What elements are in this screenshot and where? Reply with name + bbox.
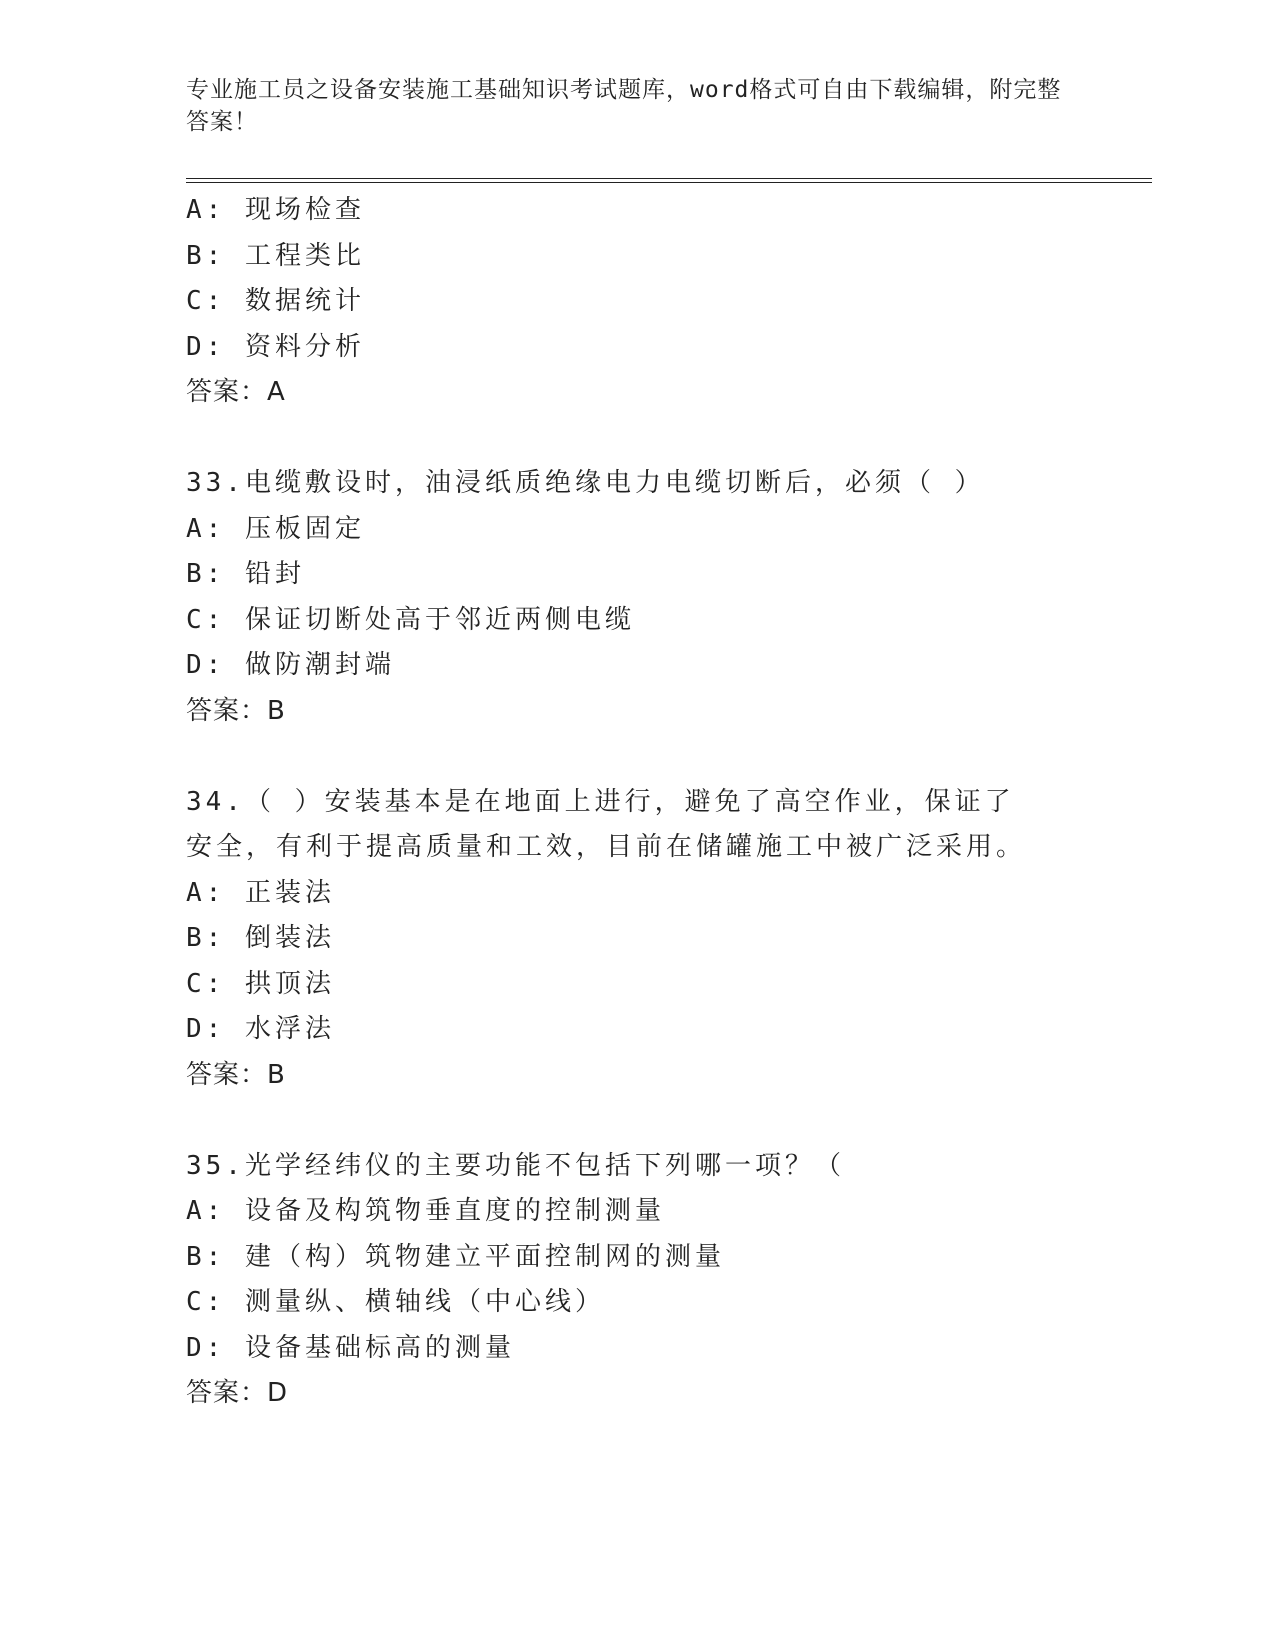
option-c: C: 测量纵、横轴线（中心线） xyxy=(186,1287,605,1317)
continued-question-block xyxy=(186,188,1152,416)
spacer xyxy=(186,416,1152,462)
answer-line: 答案：D xyxy=(186,1378,289,1408)
option-b: B: 铅封 xyxy=(186,559,305,589)
spacer xyxy=(186,734,1152,780)
option-c: C: 保证切断处高于邻近两侧电缆 xyxy=(186,604,635,635)
option-a: A: 压板固定 xyxy=(186,513,365,544)
option-a: A: 现场检查 xyxy=(186,195,365,225)
answer-line: 答案：A xyxy=(186,377,286,407)
option-d: D: 水浮法 xyxy=(186,1014,335,1044)
option-d: D: 设备基础标高的测量 xyxy=(186,1332,515,1363)
question-block-34 xyxy=(186,780,1152,1099)
spacer xyxy=(186,1098,1152,1144)
question-block-33 xyxy=(186,461,1152,734)
option-c: C: 数据统计 xyxy=(186,286,365,316)
option-a: A: 设备及构筑物垂直度的控制测量 xyxy=(186,1196,665,1226)
option-b: B: 建（构）筑物建立平面控制网的测量 xyxy=(186,1241,725,1272)
answer-line: 答案：B xyxy=(186,695,286,726)
option-c: C: 拱顶法 xyxy=(186,968,335,999)
question-text: 34.（ ）安装基本是在地面上进行，避免了高空作业，保证了安全，有利于提高质量和工效，目前在储罐施工中被广泛采用。 xyxy=(186,786,1027,862)
question-text: 33.电缆敷设时，油浸纸质绝缘电力电缆切断后，必须（ ） xyxy=(186,468,985,498)
question-text: 35.光学经纬仪的主要功能不包括下列哪一项？（ xyxy=(186,1150,845,1181)
header-divider xyxy=(186,178,1152,183)
option-d: D: 资料分析 xyxy=(186,331,365,362)
answer-line: 答案：B xyxy=(186,1059,286,1090)
option-b: B: 工程类比 xyxy=(186,240,365,271)
option-b: B: 倒装法 xyxy=(186,923,335,953)
question-list xyxy=(186,188,1152,1417)
document-header: 专业施工员之设备安装施工基础知识考试题库，word格式可自由下载编辑，附完整答案！ xyxy=(186,77,1062,135)
option-a: A: 正装法 xyxy=(186,877,335,908)
option-d: D: 做防潮封端 xyxy=(186,650,395,680)
question-block-35 xyxy=(186,1144,1152,1417)
